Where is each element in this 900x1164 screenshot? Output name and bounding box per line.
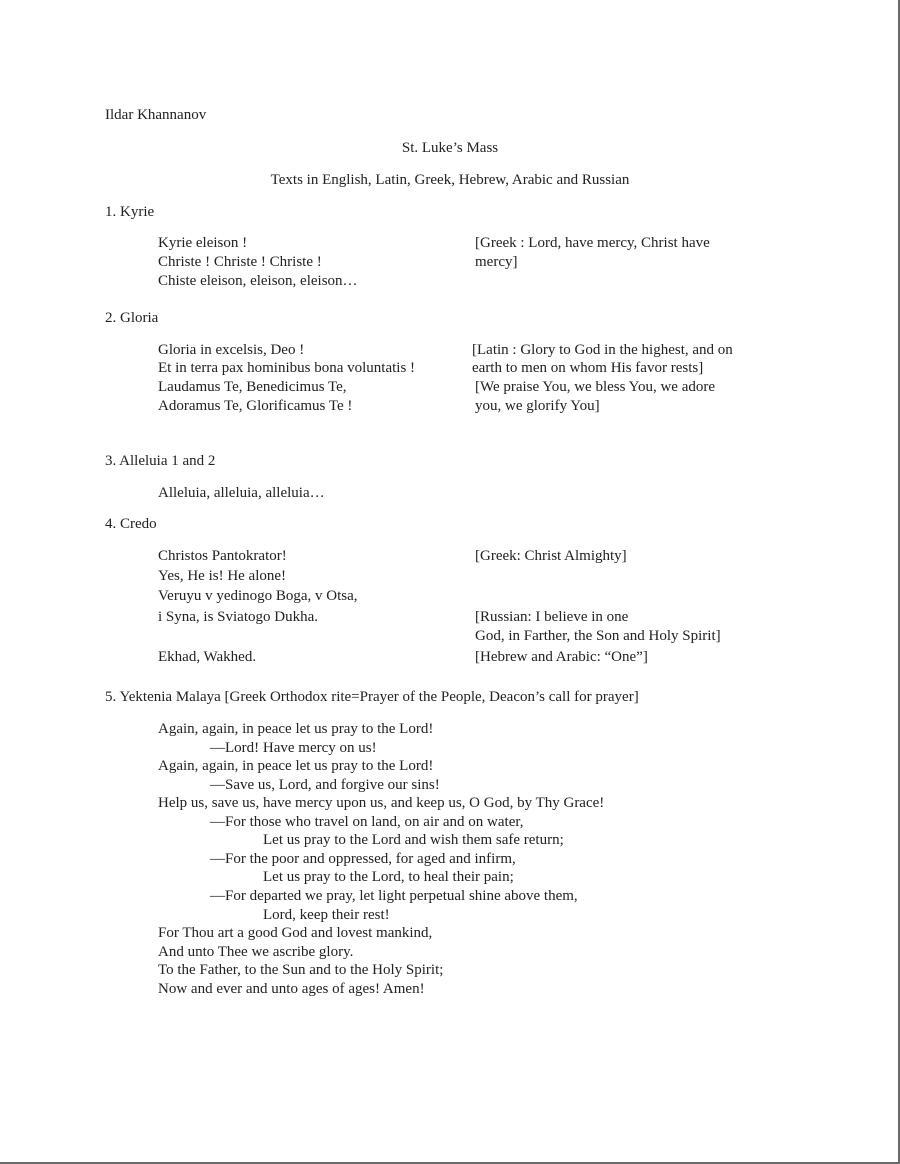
yektenia-line: And unto Thee we ascribe glory. — [158, 944, 354, 960]
document-subtitle: Texts in English, Latin, Greek, Hebrew, Arabic and Russian — [270, 172, 630, 188]
yektenia-response: —Lord! Have mercy on us! — [210, 740, 377, 756]
author-name: Ildar Khannanov — [105, 107, 207, 123]
gloria-heading: 2. Gloria — [105, 310, 159, 326]
kyrie-translation: [Greek : Lord, have mercy, Christ have — [475, 235, 710, 251]
credo-line: Christos Pantokrator! — [158, 548, 287, 564]
kyrie-line: Chiste eleison, eleison, eleison… — [158, 273, 358, 289]
yektenia-response: —For departed we pray, let light perpetual shine above them, — [210, 888, 578, 904]
gloria-line: Et in terra pax hominibus bona voluntatis ! — [158, 360, 416, 376]
kyrie-line: Christe ! Christe ! Christe ! — [158, 254, 322, 270]
yektenia-response-continued: Let us pray to the Lord and wish them safe return; — [263, 832, 564, 848]
alleluia-line: Alleluia, alleluia, alleluia… — [158, 485, 325, 501]
yektenia-line: Again, again, in peace let us pray to the Lord! — [158, 758, 434, 774]
alleluia-heading: 3. Alleluia 1 and 2 — [105, 453, 216, 469]
yektenia-line: Help us, save us, have mercy upon us, and keep us, O God, by Thy Grace! — [158, 795, 605, 811]
credo-line: i Syna, is Sviatogo Dukha. — [158, 609, 318, 625]
credo-line: Yes, He is! He alone! — [158, 568, 287, 584]
credo-line: Ekhad, Wakhed. — [158, 649, 257, 665]
yektenia-response-continued: Lord, keep their rest! — [263, 907, 390, 923]
credo-translation: [Russian: I believe in one — [475, 609, 629, 625]
kyrie-translation: mercy] — [475, 254, 518, 270]
credo-translation: God, in Farther, the Son and Holy Spirit] — [475, 628, 721, 644]
kyrie-line: Kyrie eleison ! — [158, 235, 248, 251]
gloria-translation: [Latin : Glory to God in the highest, and on — [472, 342, 733, 358]
yektenia-line: Now and ever and unto ages of ages! Amen! — [158, 981, 425, 997]
kyrie-heading: 1. Kyrie — [105, 204, 155, 220]
yektenia-line: To the Father, to the Sun and to the Holy Spirit; — [158, 962, 444, 978]
gloria-translation: earth to men on whom His favor rests] — [472, 360, 704, 376]
credo-line: Veruyu v yedinogo Boga, v Otsa, — [158, 588, 358, 604]
document-title: St. Luke’s Mass — [401, 140, 499, 156]
credo-heading: 4. Credo — [105, 516, 157, 532]
gloria-translation: you, we glorify You] — [475, 398, 600, 414]
yektenia-response-continued: Let us pray to the Lord, to heal their pain; — [263, 869, 514, 885]
yektenia-response: —For those who travel on land, on air and on water, — [210, 814, 524, 830]
gloria-line: Laudamus Te, Benedicimus Te, — [158, 379, 347, 395]
gloria-translation: [We praise You, we bless You, we adore — [475, 379, 716, 395]
gloria-line: Gloria in excelsis, Deo ! — [158, 342, 305, 358]
gloria-line: Adoramus Te, Glorificamus Te ! — [158, 398, 353, 414]
yektenia-response: —For the poor and oppressed, for aged and infirm, — [210, 851, 516, 867]
yektenia-response: —Save us, Lord, and forgive our sins! — [210, 777, 440, 793]
yektenia-line: For Thou art a good God and lovest mankind, — [158, 925, 433, 941]
credo-translation: [Hebrew and Arabic: “One”] — [475, 649, 648, 665]
credo-translation: [Greek: Christ Almighty] — [475, 548, 627, 564]
yektenia-line: Again, again, in peace let us pray to the Lord! — [158, 721, 434, 737]
yektenia-heading: 5. Yektenia Malaya [Greek Orthodox rite=Prayer of the People, Deacon’s call for prayer] — [105, 689, 639, 705]
